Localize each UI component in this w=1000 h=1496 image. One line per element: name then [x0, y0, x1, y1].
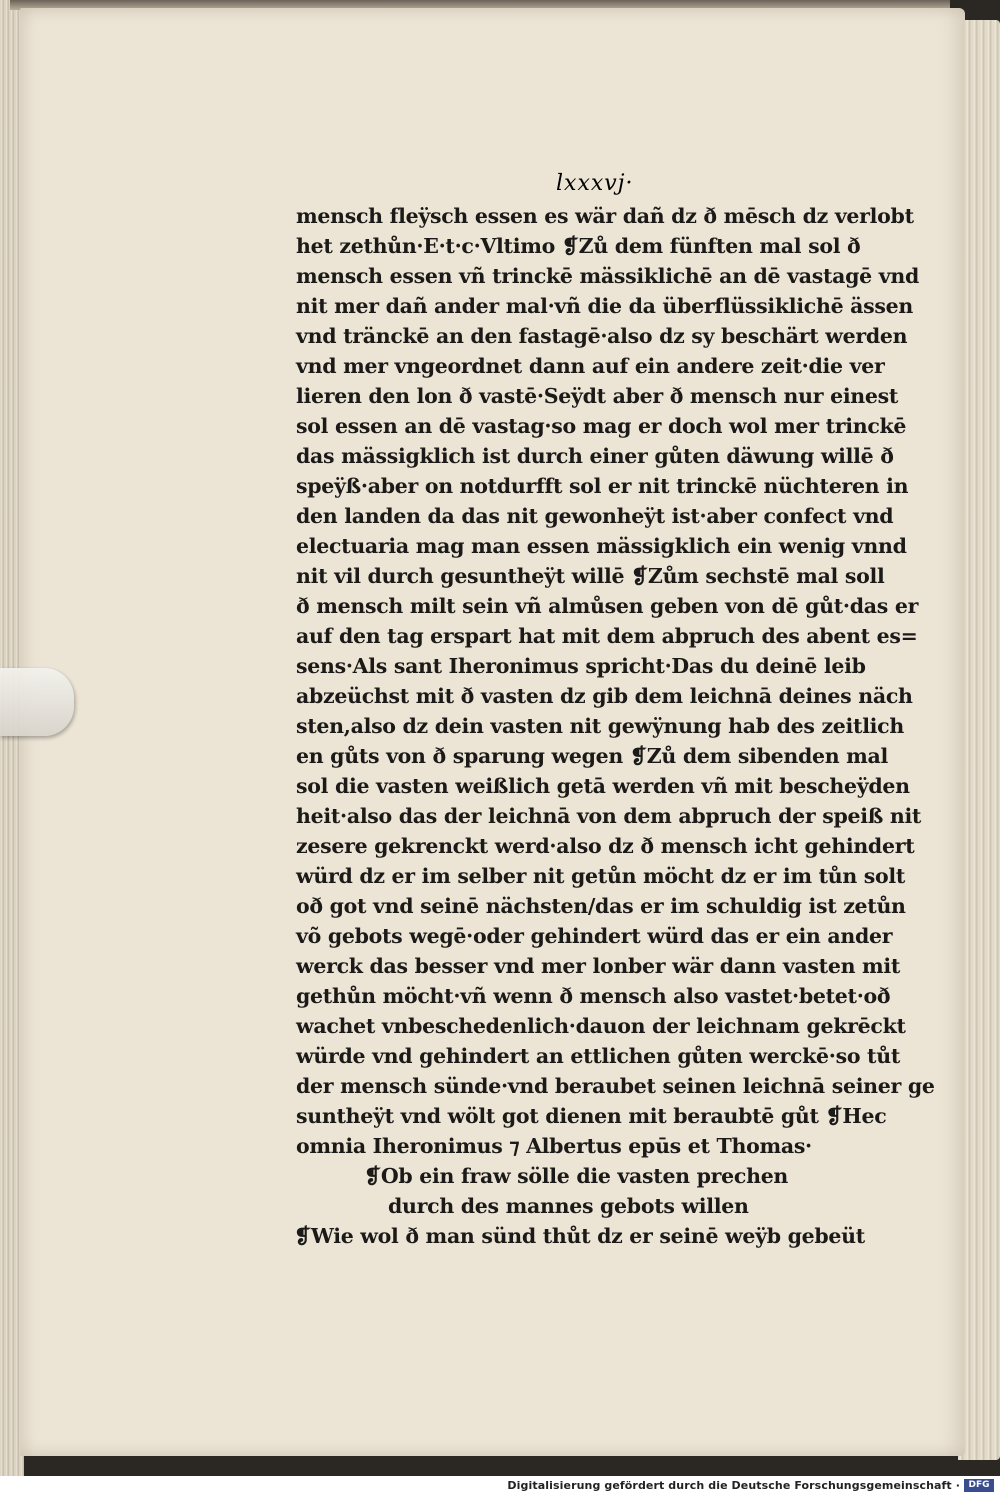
text-line: heit·also das der leichnā von dem abpruch der speiß nit — [296, 804, 922, 828]
text-line: sten,also dz dein vasten nit gewÿnung hab des zeitlich — [296, 714, 904, 738]
folio-number: lxxxvj· — [556, 171, 634, 196]
text-line: electuaria mag man essen mässigklich ein wenig vnnd — [296, 534, 907, 558]
text-line: vnd mer vngeordnet dann auf ein andere zeit·die ver — [296, 354, 885, 378]
text-line: das mässigklich ist durch einer gůten däwung willē ð — [296, 444, 894, 468]
text-line: durch des mannes gebots willen — [388, 1194, 749, 1218]
text-line: werck das besser vnd mer lonber wär dann vasten mit — [296, 954, 901, 978]
text-line: vnd tränckē an den fastagē·also dz sy beschärt werden — [296, 324, 908, 348]
text-line: suntheÿt vnd wölt got dienen mit beraubtē gůt ❡Hec — [296, 1104, 887, 1128]
text-line: omnia Iheronimus ⁊ Albertus epūs et Thomas· — [296, 1134, 812, 1158]
text-line: oð got vnd seinē nächsten/das er im schuldig ist zetůn — [296, 894, 906, 918]
text-line: wachet vnbeschedenlich·dauon der leichnam gekrēckt — [296, 1014, 906, 1038]
footer-bar — [0, 1476, 1000, 1496]
text-line: würde vnd gehindert an ettlichen gůten werckē·so tůt — [296, 1044, 901, 1068]
text-line: võ gebots wegē·oder gehindert würd das er ein ander — [296, 924, 893, 948]
text-line: der mensch sünde·vnd beraubet seinen leichnā seiner ge — [296, 1074, 935, 1098]
text-line: ð mensch milt sein vñ almůsen geben von dē gůt·das er — [296, 594, 919, 618]
text-line: abzeüchst mit ð vasten dz gib dem leichnā deines näch — [296, 684, 913, 708]
page-clip — [0, 668, 74, 736]
text-line: würd dz er im selber nit getůn möcht dz er im tůn solt — [296, 864, 906, 888]
text-line: en gůts von ð sparung wegen ❡Zů dem sibenden mal — [296, 744, 889, 768]
dfg-logo: DFG — [964, 1479, 994, 1492]
text-line: ❡Ob ein fraw sölle die vasten prechen — [364, 1164, 789, 1188]
text-line: sens·Als sant Iheronimus spricht·Das du deinē leib — [296, 654, 866, 678]
funding-credit: Digitalisierung gefördert durch die Deutsche Forschungsgemeinschaft · — [507, 1479, 960, 1492]
text-line: het zethůn·E·t·c·Vltimo ❡Zů dem fünften mal sol ð — [296, 234, 861, 258]
text-line: ❡Wie wol ð man sünd thůt dz er seinē weÿb gebeüt — [294, 1224, 865, 1248]
text-line: sol essen an dē vastag·so mag er doch wol mer trinckē — [296, 414, 907, 438]
text-line: nit vil durch gesuntheÿt willē ❡Zům sechstē mal soll — [296, 564, 885, 588]
text-line: mensch essen vñ trinckē mässiklichē an dē vastagē vnd — [296, 264, 919, 288]
text-line: sol die vasten weißlich getā werden vñ mit bescheÿden — [296, 774, 910, 798]
text-line: speÿß·aber on notdurfft sol er nit trinckē nüchteren in — [296, 474, 909, 498]
text-line: auf den tag erspart hat mit dem abpruch des abent es= — [296, 624, 918, 648]
text-line: zesere gekrenckt werd·also dz ð mensch icht gehindert — [296, 834, 915, 858]
text-line: nit mer dañ ander mal·vñ die da überflüssiklichē ässen — [296, 294, 913, 318]
text-line: lieren den lon ð vastē·Seÿdt aber ð mensch nur einest — [296, 384, 899, 408]
text-line: den landen da das nit gewonheÿt ist·aber confect vnd — [296, 504, 894, 528]
text-line: gethůn möcht·vñ wenn ð mensch also vastet·betet·oð — [296, 984, 891, 1008]
text-line: mensch fleÿsch essen es wär dañ dz ð mēsch dz verlobt — [296, 204, 914, 228]
